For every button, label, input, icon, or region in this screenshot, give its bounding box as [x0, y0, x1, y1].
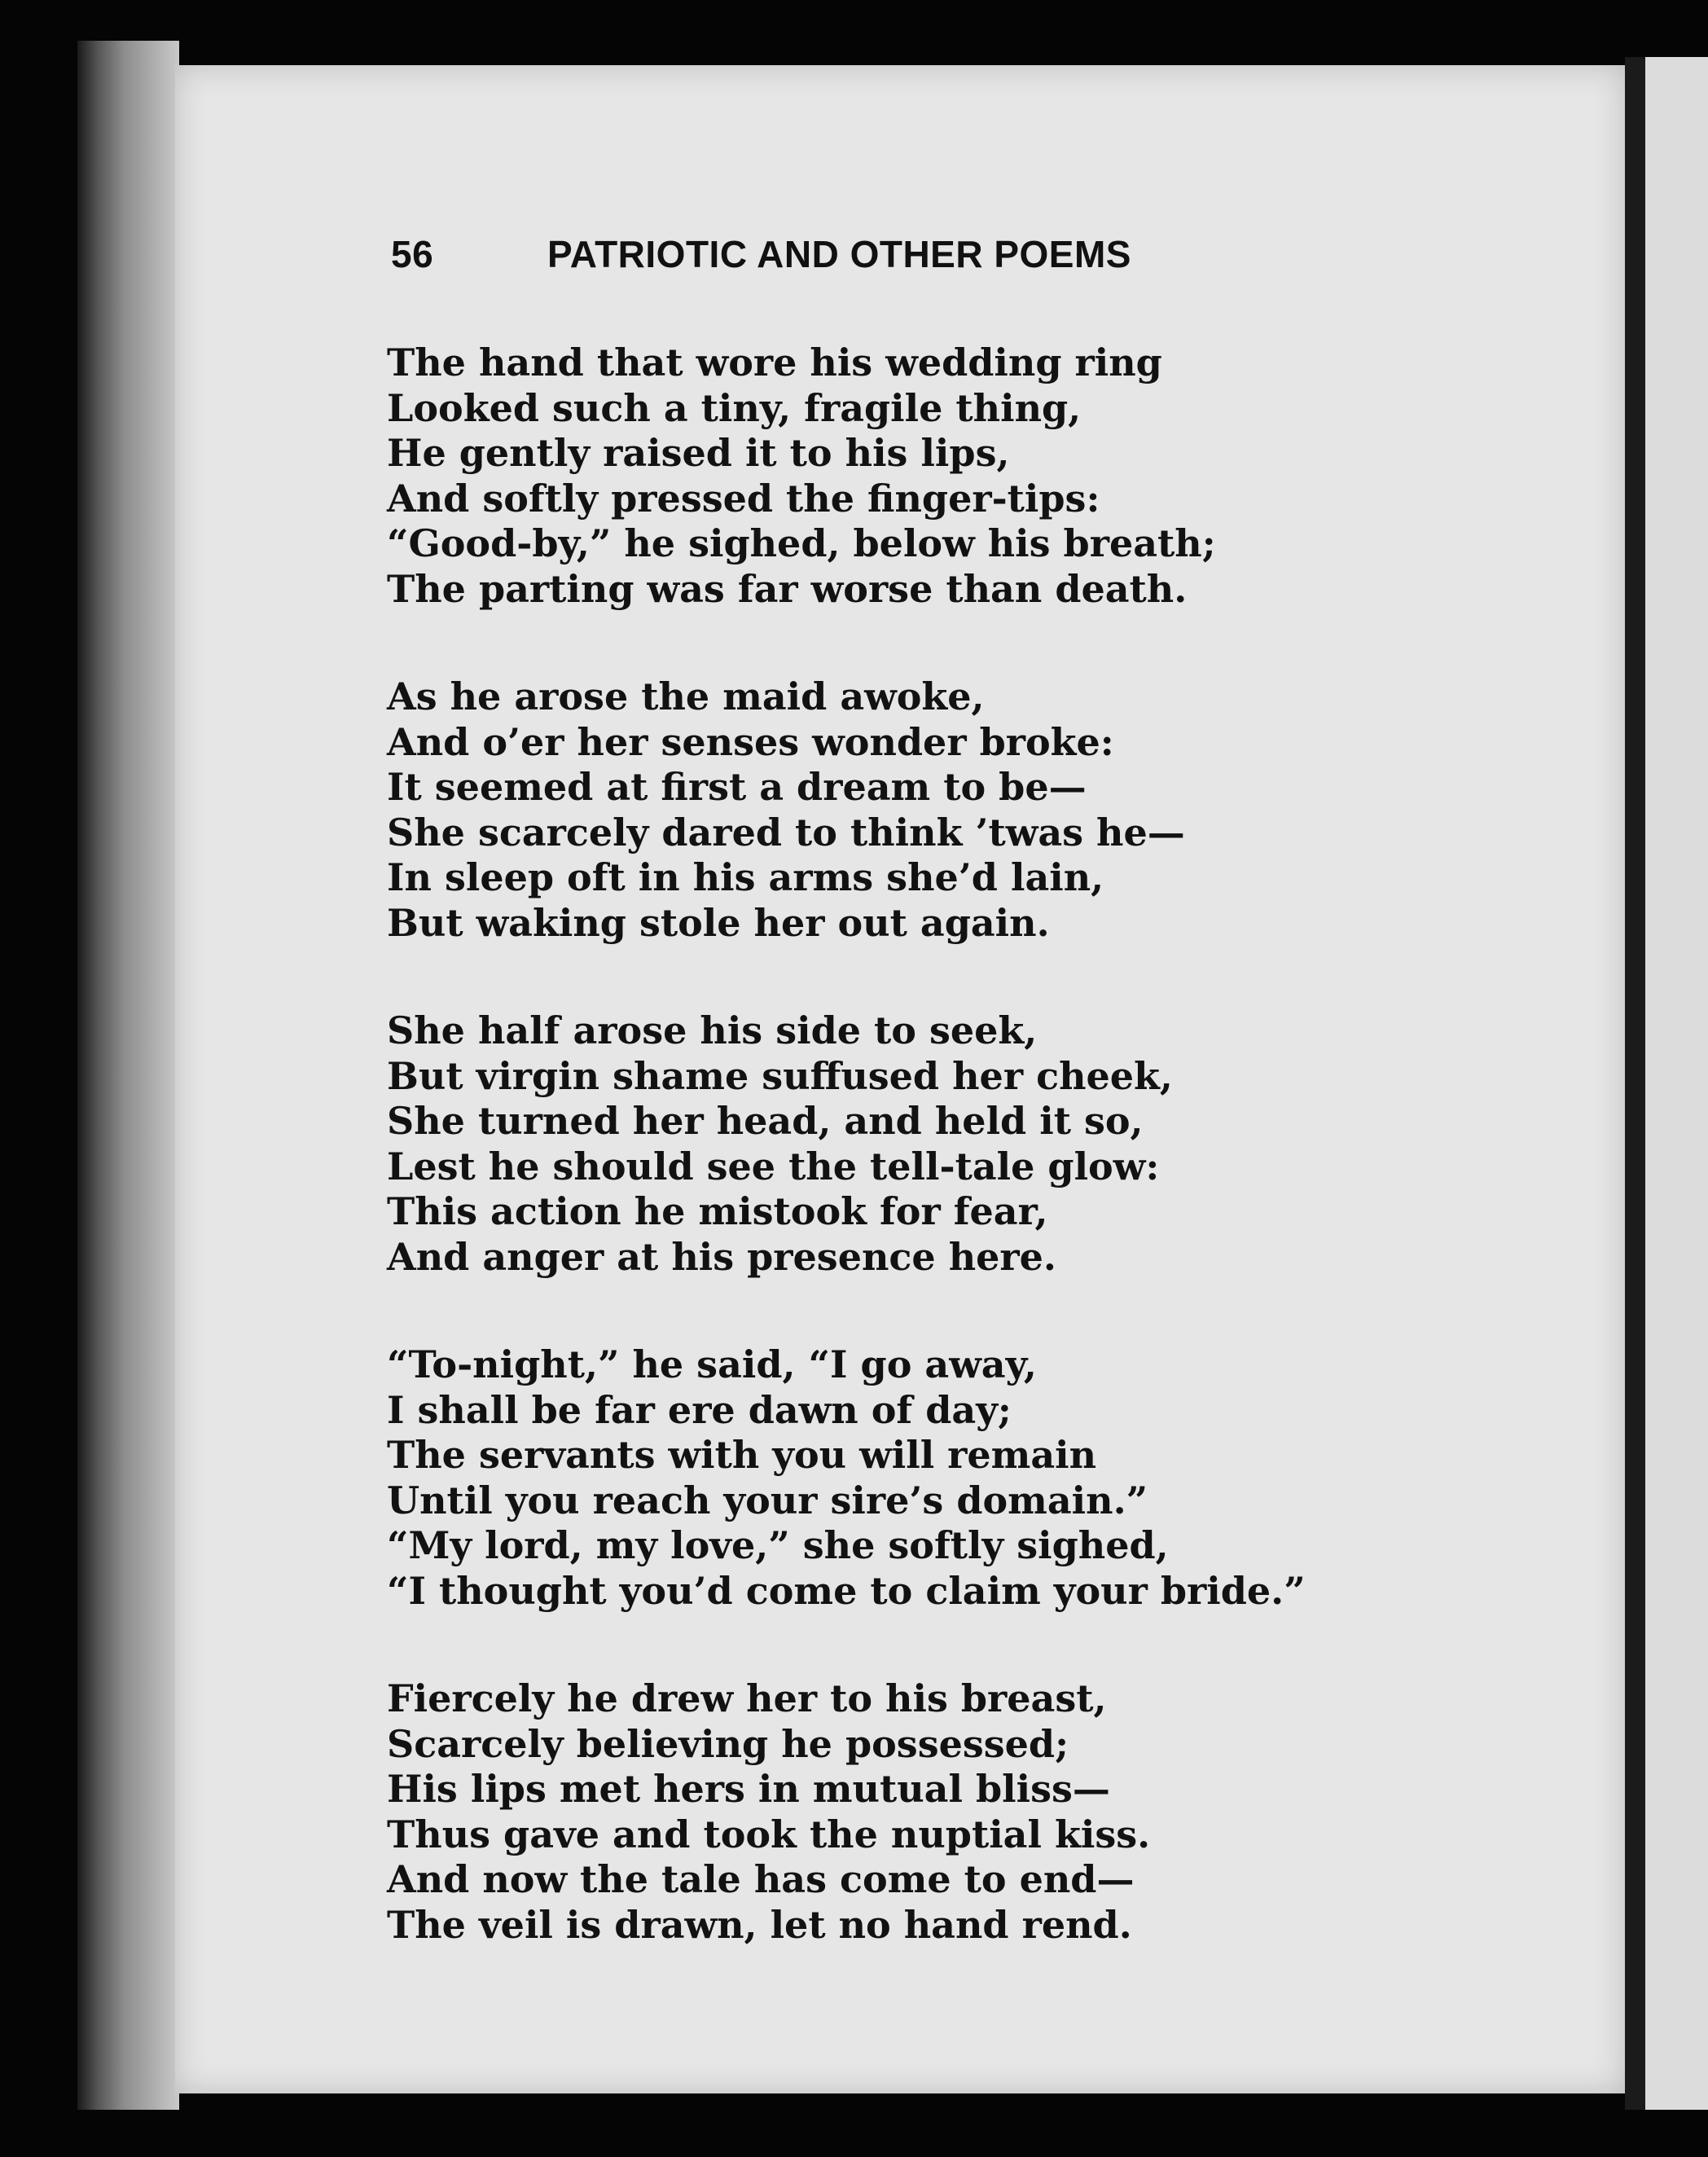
poem-body [387, 340, 1527, 2010]
poem-line: He gently raised it to his lips, [387, 431, 1010, 475]
poem-line: It seemed at first a dream to be— [387, 765, 1087, 809]
poem-line: His lips met hers in mutual bliss— [387, 1767, 1110, 1811]
poem-line: Lest he should see the tell-tale glow: [387, 1144, 1160, 1188]
poem-line: And o’er her senses wonder broke: [387, 719, 1114, 764]
poem-line: And softly pressed the finger-tips: [387, 476, 1100, 521]
page-number: 56 [391, 233, 434, 275]
stanza [387, 1008, 1527, 1280]
page-header [391, 232, 1287, 289]
poem-line: Until you reach your sire’s domain.” [387, 1478, 1148, 1522]
page-gutter-shadow [1625, 57, 1645, 2110]
poem-line: As he arose the maid awoke, [387, 674, 985, 718]
poem-line: Scarcely believing he possessed; [387, 1721, 1069, 1766]
poem-line: “My lord, my love,” she softly sighed, [387, 1523, 1169, 1567]
stanza [387, 340, 1527, 612]
poem-line: The veil is drawn, let no hand rend. [387, 1902, 1132, 1947]
poem-line: The hand that wore his wedding ring [387, 340, 1162, 384]
poem-line: She turned her head, and held it so, [387, 1099, 1144, 1143]
poem-line: Looked such a tiny, fragile thing, [387, 385, 1082, 430]
poem-line: “I thought you’d come to claim your bride.” [387, 1568, 1306, 1613]
poem-line: “To-night,” he said, “I go away, [387, 1342, 1037, 1386]
poem-line: In sleep oft in his arms she’d lain, [387, 855, 1104, 899]
running-head: PATRIOTIC AND OTHER POEMS [547, 233, 1131, 275]
poem-line: The parting was far worse than death. [387, 566, 1188, 611]
poem-line: I shall be far ere dawn of day; [387, 1387, 1012, 1432]
poem-line: This action he mistook for fear, [387, 1189, 1048, 1233]
stanza [387, 1676, 1527, 1948]
poem-line: “Good-by,” he sighed, below his breath; [387, 521, 1216, 565]
poem-line: She half arose his side to seek, [387, 1008, 1038, 1052]
poem-line: Thus gave and took the nuptial kiss. [387, 1812, 1151, 1856]
stanza [387, 674, 1527, 946]
poem-line: But virgin shame suffused her cheek, [387, 1053, 1173, 1098]
adjacent-page-edge [1645, 57, 1708, 2110]
poem-line: And anger at his presence here. [387, 1234, 1056, 1279]
poem-line: And now the tale has come to end— [387, 1857, 1135, 1901]
poem-line: But waking stole her out again. [387, 900, 1050, 945]
poem-line: The servants with you will remain [387, 1433, 1097, 1477]
poem-line: Fiercely he drew her to his breast, [387, 1676, 1107, 1720]
stanza [387, 1342, 1527, 1614]
book-binding-edge [77, 41, 179, 2110]
poem-line: She scarcely dared to think ’twas he— [387, 810, 1185, 854]
